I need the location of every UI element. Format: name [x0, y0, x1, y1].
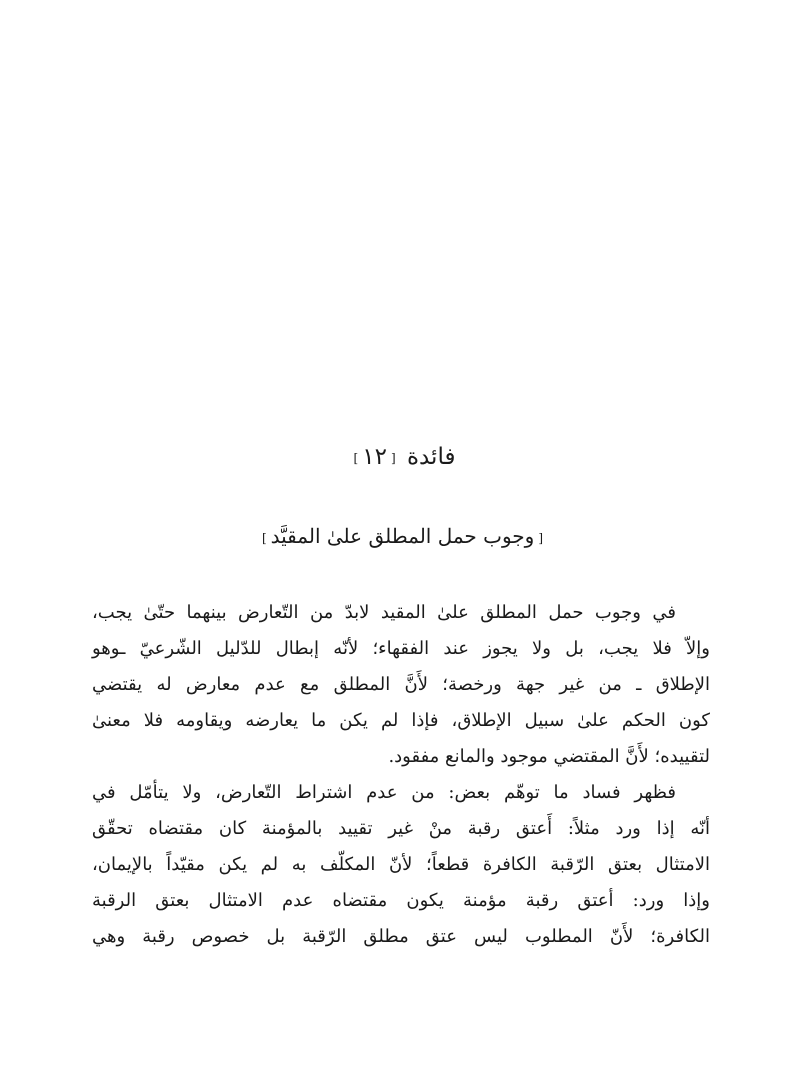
chapter-number-open-bracket: [: [390, 451, 396, 465]
text-line: وإذا ورد: أعتق رقبة مؤمنة يكون مقتضاه عدم الامتثال بعتق الرقبة: [92, 890, 710, 911]
text-line: لتقييده؛ لأَنَّ المقتضي موجود والمانع مفقود.: [388, 746, 710, 767]
paragraph-1: [92, 595, 710, 775]
chapter-subtitle-text: وجوب حمل المطلق علىٰ المقيَّد: [270, 524, 535, 548]
subtitle-close-bracket: ]: [261, 530, 267, 545]
text-line: الكافرة؛ لأَنّ المطلوب ليس عتق مطلق الرّقبة بل خصوص رقبة وهي: [92, 926, 710, 947]
paragraph-2: [92, 775, 710, 955]
text-line: فظهر فساد ما توهّم بعض: من عدم اشتراط التّعارض، ولا يتأمّل في: [92, 782, 676, 803]
chapter-title-text: فائدة: [406, 444, 456, 470]
chapter-number-close-bracket: ]: [353, 451, 359, 465]
text-line: كون الحكم علىٰ سبيل الإطلاق، فإذا لم يكن ما يعارضه ويقاومه فلا معنىٰ: [92, 710, 710, 731]
body-text: [92, 595, 710, 955]
text-line: أنّه إذا ورد مثلاً: أَعتق رقبة منْ غير تقييد بالمؤمنة كان مقتضاه تحقّق: [92, 818, 710, 839]
subtitle-open-bracket: [: [538, 530, 544, 545]
text-line: وإلاّ فلا يجب، بل ولا يجوز عند الفقهاء؛ لأنّه إبطال للدّليل الشّرعيّ ـوهو: [92, 638, 710, 659]
text-line: الامتثال بعتق الرّقبة الكافرة قطعاً؛ لأنّ المكلّف به لم يكن مقيّداً بالإيمان،: [92, 854, 710, 875]
chapter-number: ١٢: [362, 444, 387, 470]
text-line: في وجوب حمل المطلق علىٰ المقيد لابدّ من التّعارض بينهما حتّىٰ يجب،: [92, 602, 676, 623]
chapter-subtitle: [0, 520, 805, 554]
text-line: الإطلاق ـ من غير جهة ورخصة؛ لأَنَّ المطلق مع عدم معارض له يقتضي: [92, 674, 710, 695]
chapter-title: [0, 440, 805, 475]
